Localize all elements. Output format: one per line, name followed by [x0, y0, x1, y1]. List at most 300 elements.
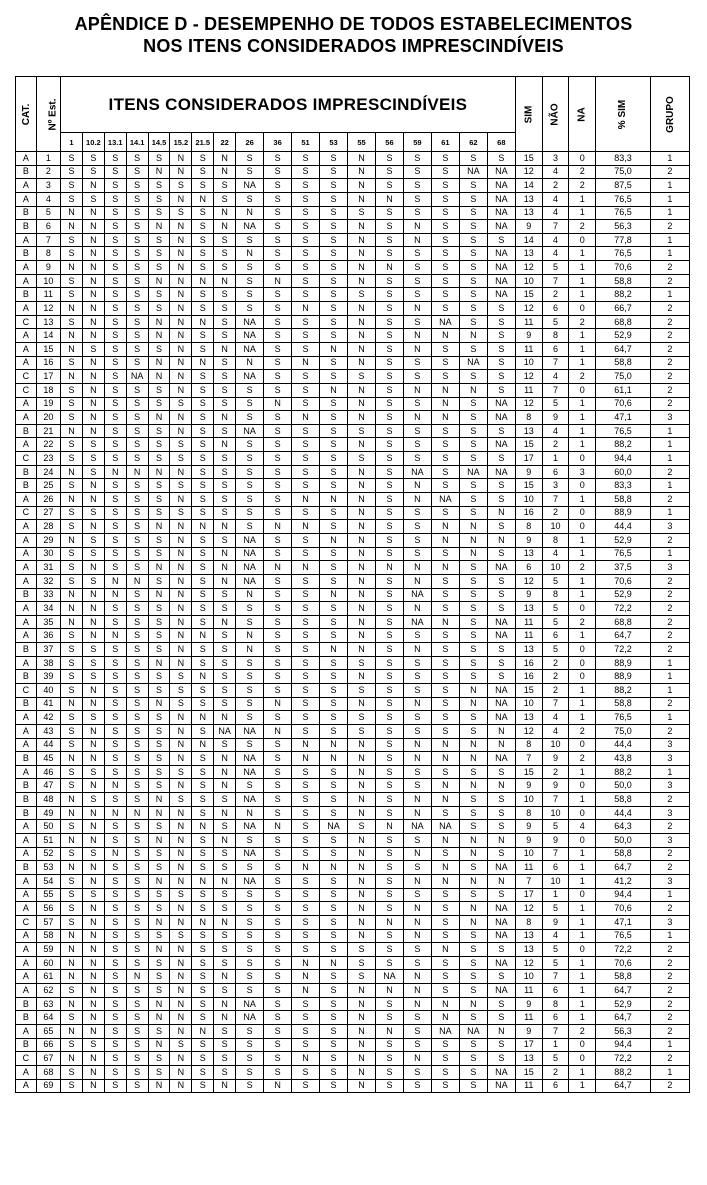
table-cell: N	[170, 247, 192, 261]
table-cell: S	[170, 452, 192, 466]
table-cell: N	[61, 370, 83, 384]
table-cell: 5	[542, 615, 569, 629]
table-cell: 2	[569, 561, 596, 575]
table-cell: S	[192, 247, 214, 261]
table-cell: S	[170, 179, 192, 193]
table-row	[16, 847, 690, 861]
table-cell: S	[320, 574, 348, 588]
table-cell: 37,5	[596, 561, 651, 575]
table-cell: N	[82, 984, 104, 998]
table-row	[16, 192, 690, 206]
table-cell: N	[487, 834, 515, 848]
table-cell: S	[487, 806, 515, 820]
table-cell: 2	[650, 397, 689, 411]
table-cell: S	[148, 206, 170, 220]
table-cell: N	[348, 1011, 376, 1025]
table-cell: N	[61, 533, 83, 547]
table-cell: S	[375, 411, 403, 425]
table-cell: N	[348, 902, 376, 916]
table-cell: S	[264, 493, 292, 507]
table-cell: NA	[236, 220, 264, 234]
table-cell: S	[403, 370, 431, 384]
table-cell: S	[214, 643, 236, 657]
table-cell: S	[82, 711, 104, 725]
table-cell: S	[292, 724, 320, 738]
table-cell: S	[320, 561, 348, 575]
table-cell: N	[431, 397, 459, 411]
table-cell: S	[375, 765, 403, 779]
table-cell: N	[148, 370, 170, 384]
table-cell: S	[459, 765, 487, 779]
table-cell: S	[487, 329, 515, 343]
table-cell: 34	[36, 602, 60, 616]
table-cell: N	[214, 615, 236, 629]
table-cell: 2	[569, 315, 596, 329]
item-header-22: 22	[214, 133, 236, 152]
table-cell: S	[320, 302, 348, 316]
table-cell: B	[16, 752, 37, 766]
table-cell: 1	[569, 697, 596, 711]
table-cell: N	[82, 724, 104, 738]
table-cell: 67	[36, 1052, 60, 1066]
table-cell: S	[459, 970, 487, 984]
table-cell: N	[61, 834, 83, 848]
table-cell: S	[61, 438, 83, 452]
table-cell: N	[348, 302, 376, 316]
table-cell: N	[170, 302, 192, 316]
table-cell: S	[487, 1011, 515, 1025]
table-cell: S	[403, 888, 431, 902]
table-cell: S	[148, 247, 170, 261]
table-cell: 1	[650, 670, 689, 684]
table-cell: S	[459, 479, 487, 493]
table-cell: S	[264, 643, 292, 657]
table-cell: N	[375, 984, 403, 998]
table-cell: S	[487, 302, 515, 316]
table-cell: 69	[36, 1079, 60, 1093]
table-cell: N	[403, 697, 431, 711]
table-cell: S	[214, 956, 236, 970]
table-cell: S	[236, 902, 264, 916]
table-cell: 2	[650, 602, 689, 616]
table-cell: N	[214, 165, 236, 179]
table-cell: 7	[542, 970, 569, 984]
table-cell: S	[403, 424, 431, 438]
table-cell: N	[104, 806, 126, 820]
table-cell: S	[320, 261, 348, 275]
table-cell: S	[459, 247, 487, 261]
table-cell: N	[82, 220, 104, 234]
table-row	[16, 533, 690, 547]
table-cell: N	[348, 438, 376, 452]
table-cell: S	[192, 561, 214, 575]
table-cell: N	[292, 861, 320, 875]
table-cell: N	[403, 342, 431, 356]
table-cell: S	[236, 233, 264, 247]
table-cell: 88,9	[596, 670, 651, 684]
table-cell: 1	[569, 192, 596, 206]
table-cell: S	[459, 1052, 487, 1066]
table-cell: 9	[515, 834, 542, 848]
table-cell: S	[104, 342, 126, 356]
table-cell: 3	[36, 179, 60, 193]
table-cell: A	[16, 411, 37, 425]
table-cell: S	[126, 615, 148, 629]
table-cell: S	[403, 943, 431, 957]
table-cell: S	[214, 424, 236, 438]
table-cell: 3	[650, 561, 689, 575]
table-cell: N	[192, 820, 214, 834]
table-row	[16, 1038, 690, 1052]
table-cell: N	[192, 711, 214, 725]
table-cell: S	[170, 697, 192, 711]
table-cell: 70,6	[596, 397, 651, 411]
table-cell: 0	[569, 520, 596, 534]
table-cell: 68,8	[596, 615, 651, 629]
table-cell: S	[375, 302, 403, 316]
table-cell: S	[104, 1052, 126, 1066]
table-cell: NA	[487, 984, 515, 998]
table-cell: B	[16, 1038, 37, 1052]
table-cell: S	[292, 670, 320, 684]
table-cell: S	[236, 302, 264, 316]
table-cell: NA	[236, 342, 264, 356]
table-cell: S	[214, 738, 236, 752]
table-cell: S	[82, 452, 104, 466]
table-cell: S	[148, 479, 170, 493]
table-cell: 4	[542, 724, 569, 738]
table-cell: N	[61, 1025, 83, 1039]
table-cell: S	[320, 220, 348, 234]
table-cell: N	[170, 820, 192, 834]
table-cell: 1	[650, 683, 689, 697]
table-row	[16, 943, 690, 957]
table-cell: S	[264, 547, 292, 561]
table-cell: 64,7	[596, 342, 651, 356]
table-cell: S	[264, 670, 292, 684]
table-cell: NA	[459, 465, 487, 479]
table-cell: N	[170, 847, 192, 861]
table-cell: S	[459, 220, 487, 234]
table-cell: 2	[650, 724, 689, 738]
table-cell: NA	[487, 683, 515, 697]
table-cell: N	[348, 493, 376, 507]
table-cell: N	[82, 329, 104, 343]
table-cell: S	[214, 1038, 236, 1052]
table-cell: B	[16, 861, 37, 875]
table-cell: N	[192, 670, 214, 684]
table-cell: 0	[569, 643, 596, 657]
table-cell: N	[375, 1025, 403, 1039]
table-cell: S	[375, 847, 403, 861]
table-cell: A	[16, 820, 37, 834]
table-cell: NA	[320, 820, 348, 834]
table-cell: S	[236, 697, 264, 711]
table-cell: S	[236, 288, 264, 302]
table-cell: 1	[650, 888, 689, 902]
table-cell: NA	[236, 1011, 264, 1025]
table-cell: S	[264, 233, 292, 247]
table-cell: 75,0	[596, 165, 651, 179]
table-cell: N	[61, 261, 83, 275]
table-cell: S	[292, 479, 320, 493]
table-cell: N	[214, 561, 236, 575]
table-cell: 52,9	[596, 997, 651, 1011]
table-cell: 2	[650, 902, 689, 916]
table-cell: N	[348, 574, 376, 588]
table-cell: 1	[569, 533, 596, 547]
table-cell: N	[148, 697, 170, 711]
table-cell: 1	[650, 247, 689, 261]
table-cell: N	[348, 533, 376, 547]
table-cell: S	[192, 861, 214, 875]
items-group-header: ITENS CONSIDERADOS IMPRESCINDÍVEIS	[61, 77, 516, 133]
table-cell: 9	[515, 533, 542, 547]
table-cell: N	[170, 970, 192, 984]
table-cell: N	[170, 615, 192, 629]
table-cell: S	[104, 479, 126, 493]
table-cell: N	[348, 547, 376, 561]
table-cell: S	[170, 1038, 192, 1052]
table-cell: S	[292, 656, 320, 670]
table-cell: A	[16, 929, 37, 943]
table-cell: S	[487, 943, 515, 957]
table-cell: S	[459, 888, 487, 902]
table-cell: 2	[569, 615, 596, 629]
table-cell: S	[292, 206, 320, 220]
table-cell: S	[320, 370, 348, 384]
table-cell: S	[487, 520, 515, 534]
table-cell: 2	[569, 165, 596, 179]
table-cell: S	[148, 288, 170, 302]
table-cell: 76,5	[596, 547, 651, 561]
table-cell: B	[16, 206, 37, 220]
table-cell: NA	[487, 438, 515, 452]
table-cell: NA	[236, 561, 264, 575]
table-cell: 4	[542, 547, 569, 561]
table-cell: 7	[542, 274, 569, 288]
table-row	[16, 261, 690, 275]
table-cell: 6	[542, 984, 569, 998]
table-cell: S	[375, 738, 403, 752]
table-cell: S	[348, 452, 376, 466]
table-cell: S	[61, 1065, 83, 1079]
table-cell: 4	[542, 206, 569, 220]
table-cell: N	[82, 997, 104, 1011]
table-cell: N	[348, 588, 376, 602]
table-cell: S	[126, 533, 148, 547]
table-cell: 4	[36, 192, 60, 206]
table-cell: 3	[650, 874, 689, 888]
table-cell: 51	[36, 834, 60, 848]
table-cell: S	[375, 711, 403, 725]
table-cell: S	[292, 574, 320, 588]
table-cell: S	[375, 683, 403, 697]
table-cell: S	[459, 192, 487, 206]
table-cell: N	[292, 738, 320, 752]
table-cell: 58,8	[596, 847, 651, 861]
table-cell: 21	[36, 424, 60, 438]
table-cell: S	[375, 752, 403, 766]
table-cell: 7	[36, 233, 60, 247]
table-cell: N	[170, 192, 192, 206]
table-cell: S	[431, 342, 459, 356]
table-cell: S	[214, 1025, 236, 1039]
table-cell: A	[16, 724, 37, 738]
table-cell: N	[170, 1065, 192, 1079]
table-cell: N	[82, 874, 104, 888]
table-cell: N	[320, 738, 348, 752]
table-cell: 1	[650, 179, 689, 193]
table-cell: S	[104, 1038, 126, 1052]
table-cell: S	[126, 547, 148, 561]
table-cell: 30	[36, 547, 60, 561]
table-cell: NA	[487, 465, 515, 479]
table-cell: S	[292, 1065, 320, 1079]
table-cell: N	[61, 943, 83, 957]
table-cell: NA	[403, 588, 431, 602]
table-cell: S	[61, 643, 83, 657]
table-cell: S	[431, 888, 459, 902]
table-cell: N	[170, 165, 192, 179]
table-cell: N	[292, 1052, 320, 1066]
table-cell: 52,9	[596, 588, 651, 602]
table-cell: N	[348, 479, 376, 493]
table-cell: N	[348, 383, 376, 397]
table-cell: S	[320, 997, 348, 1011]
table-cell: 7	[542, 793, 569, 807]
table-cell: A	[16, 274, 37, 288]
table-cell: S	[375, 1079, 403, 1093]
table-cell: 16	[515, 656, 542, 670]
item-header-56: 56	[375, 133, 403, 152]
table-cell: 70,6	[596, 902, 651, 916]
table-row	[16, 697, 690, 711]
table-cell: 47,1	[596, 915, 651, 929]
table-cell: S	[82, 670, 104, 684]
document-title-line1: APÊNDICE D - DESEMPENHO DE TODOS ESTABELECIMENTOS	[74, 14, 633, 34]
table-cell: 2	[650, 165, 689, 179]
table-cell: S	[126, 397, 148, 411]
table-cell: S	[431, 806, 459, 820]
table-cell: N	[403, 643, 431, 657]
table-cell: S	[431, 356, 459, 370]
table-cell: 15	[515, 683, 542, 697]
table-cell: S	[214, 397, 236, 411]
table-row	[16, 588, 690, 602]
table-cell: S	[487, 847, 515, 861]
table-cell: N	[148, 997, 170, 1011]
table-cell: S	[375, 370, 403, 384]
table-cell: N	[348, 397, 376, 411]
table-cell: N	[82, 179, 104, 193]
table-cell: S	[236, 1025, 264, 1039]
table-cell: S	[236, 465, 264, 479]
table-cell: N	[82, 302, 104, 316]
table-cell: 75,0	[596, 370, 651, 384]
table-cell: 2	[542, 179, 569, 193]
table-cell: S	[126, 711, 148, 725]
table-cell: S	[403, 656, 431, 670]
table-cell: 0	[569, 834, 596, 848]
table-cell: A	[16, 533, 37, 547]
table-cell: S	[61, 847, 83, 861]
table-cell: N	[170, 956, 192, 970]
table-cell: N	[431, 1011, 459, 1025]
table-cell: S	[192, 997, 214, 1011]
table-cell: S	[403, 179, 431, 193]
table-cell: S	[264, 888, 292, 902]
table-cell: 1	[650, 929, 689, 943]
table-cell: S	[320, 970, 348, 984]
table-cell: S	[459, 370, 487, 384]
table-cell: N	[348, 152, 376, 166]
table-cell: N	[82, 929, 104, 943]
table-cell: 0	[569, 1052, 596, 1066]
table-cell: 76,5	[596, 929, 651, 943]
table-cell: S	[403, 1065, 431, 1079]
table-cell: S	[292, 697, 320, 711]
table-cell: N	[348, 411, 376, 425]
table-cell: N	[348, 561, 376, 575]
table-cell: S	[375, 356, 403, 370]
table-cell: S	[264, 315, 292, 329]
table-cell: S	[403, 629, 431, 643]
table-cell: 2	[650, 274, 689, 288]
table-cell: S	[104, 438, 126, 452]
table-cell: 11	[515, 629, 542, 643]
table-cell: S	[126, 984, 148, 998]
table-cell: N	[61, 465, 83, 479]
table-cell: A	[16, 1065, 37, 1079]
table-cell: N	[348, 1038, 376, 1052]
table-cell: N	[403, 847, 431, 861]
table-cell: S	[403, 261, 431, 275]
table-cell: 13	[515, 602, 542, 616]
table-cell: S	[104, 902, 126, 916]
table-cell: S	[192, 179, 214, 193]
table-cell: NA	[487, 956, 515, 970]
table-cell: S	[403, 356, 431, 370]
table-cell: N	[214, 152, 236, 166]
table-cell: B	[16, 288, 37, 302]
table-cell: 1	[650, 1038, 689, 1052]
table-cell: N	[375, 915, 403, 929]
table-cell: S	[214, 247, 236, 261]
table-cell: N	[348, 629, 376, 643]
table-cell: S	[214, 1052, 236, 1066]
table-cell: S	[292, 547, 320, 561]
table-cell: S	[148, 970, 170, 984]
table-cell: S	[320, 452, 348, 466]
table-cell: 8	[542, 588, 569, 602]
table-cell: S	[264, 615, 292, 629]
table-cell: S	[348, 711, 376, 725]
table-cell: S	[375, 506, 403, 520]
table-cell: S	[264, 370, 292, 384]
table-cell: A	[16, 356, 37, 370]
table-cell: S	[104, 711, 126, 725]
table-cell: N	[148, 520, 170, 534]
table-cell: S	[126, 683, 148, 697]
table-cell: S	[192, 479, 214, 493]
table-cell: S	[431, 452, 459, 466]
table-cell: S	[148, 779, 170, 793]
table-cell: S	[320, 152, 348, 166]
table-cell: 1	[569, 915, 596, 929]
table-cell: S	[126, 438, 148, 452]
table-cell: NA	[236, 370, 264, 384]
